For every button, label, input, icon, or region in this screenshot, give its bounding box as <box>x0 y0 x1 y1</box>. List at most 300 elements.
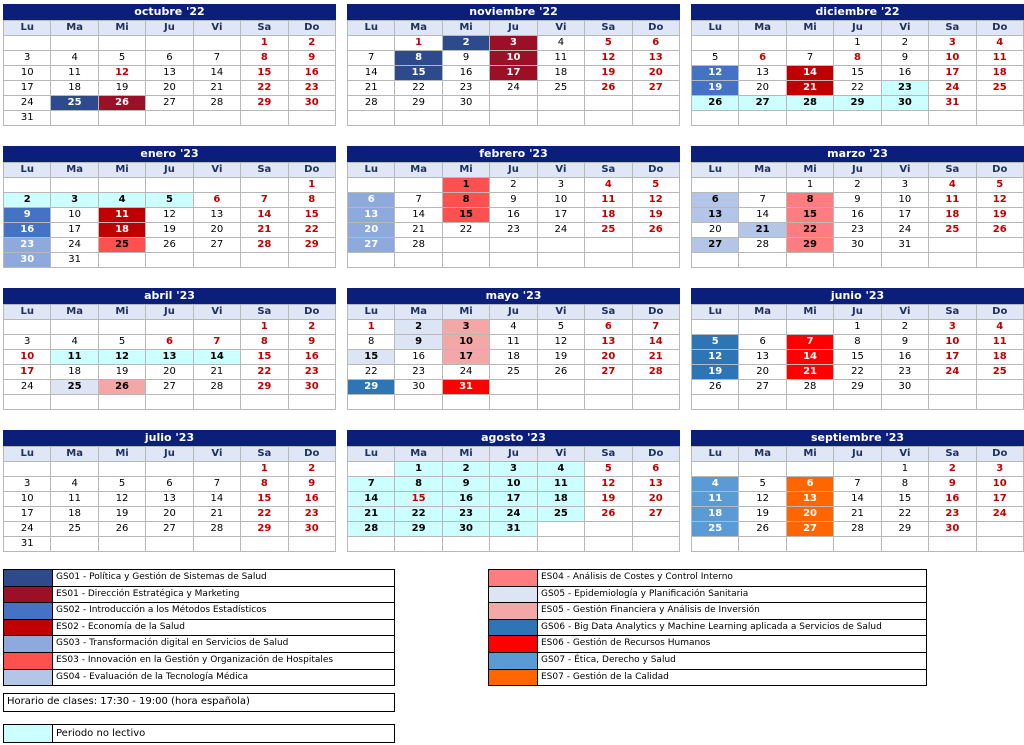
day-cell <box>193 462 240 477</box>
week-row <box>348 335 680 350</box>
day-cell: 15 <box>834 350 881 365</box>
week-row <box>692 208 1024 223</box>
week-row <box>348 395 680 410</box>
weekday-header: Sa <box>241 447 288 462</box>
weekday-header: Do <box>288 447 335 462</box>
week-row <box>4 253 336 268</box>
weekday-header: Mi <box>442 163 489 178</box>
day-cell: 14 <box>834 492 881 507</box>
day-cell: 28 <box>193 522 240 537</box>
week-row <box>4 320 336 335</box>
day-cell: 17 <box>881 208 928 223</box>
month-table <box>3 304 336 410</box>
week-row <box>4 111 336 126</box>
day-cell: 20 <box>786 507 833 522</box>
day-cell: 12 <box>537 335 584 350</box>
day-cell: 11 <box>976 335 1023 350</box>
legend-row <box>489 636 926 653</box>
day-cell: 28 <box>632 365 679 380</box>
day-cell: 15 <box>395 66 442 81</box>
day-cell <box>490 96 537 111</box>
day-cell <box>537 537 584 552</box>
day-cell: 27 <box>632 507 679 522</box>
weekday-header: Do <box>288 21 335 36</box>
day-cell: 20 <box>692 223 739 238</box>
day-cell: 8 <box>881 477 928 492</box>
day-cell: 30 <box>395 380 442 395</box>
month-title: mayo '23 <box>347 288 680 304</box>
day-cell: 4 <box>692 477 739 492</box>
day-cell: 10 <box>929 51 976 66</box>
day-cell: 27 <box>692 238 739 253</box>
day-cell: 9 <box>442 51 489 66</box>
day-cell <box>193 111 240 126</box>
day-cell: 16 <box>442 492 489 507</box>
month-title: agosto '23 <box>347 430 680 446</box>
weekday-header: Ma <box>739 305 786 320</box>
week-row <box>348 66 680 81</box>
day-cell <box>976 238 1023 253</box>
day-cell <box>241 111 288 126</box>
day-cell: 23 <box>490 223 537 238</box>
day-cell: 12 <box>585 51 632 66</box>
day-cell: 27 <box>146 96 193 111</box>
day-cell: 11 <box>490 335 537 350</box>
day-cell: 17 <box>51 223 98 238</box>
month-table <box>691 20 1024 126</box>
day-cell <box>976 96 1023 111</box>
day-cell: 4 <box>490 320 537 335</box>
day-cell: 21 <box>348 507 395 522</box>
day-cell: 17 <box>490 66 537 81</box>
week-row <box>348 208 680 223</box>
day-cell: 27 <box>585 365 632 380</box>
day-cell <box>490 395 537 410</box>
day-cell <box>976 253 1023 268</box>
day-cell: 1 <box>786 178 833 193</box>
day-cell: 5 <box>976 178 1023 193</box>
week-row <box>692 81 1024 96</box>
week-row <box>692 51 1024 66</box>
legend-label: GS03 - Transformación digital en Servicios de Salud <box>56 638 289 649</box>
weekday-header: Mi <box>98 163 145 178</box>
month-calendar <box>691 288 1024 410</box>
day-cell: 25 <box>51 522 98 537</box>
day-cell: 25 <box>51 380 98 395</box>
day-cell: 20 <box>632 66 679 81</box>
day-cell: 23 <box>929 507 976 522</box>
day-cell: 25 <box>585 223 632 238</box>
day-cell: 1 <box>881 462 928 477</box>
weekday-header: Ju <box>834 21 881 36</box>
legend-swatch <box>489 653 538 669</box>
day-cell <box>786 320 833 335</box>
day-cell: 21 <box>739 223 786 238</box>
week-row <box>692 178 1024 193</box>
day-cell <box>585 537 632 552</box>
day-cell <box>241 253 288 268</box>
weekday-header: Do <box>632 163 679 178</box>
day-cell: 15 <box>881 492 928 507</box>
day-cell: 28 <box>193 380 240 395</box>
weekday-header: Ju <box>146 447 193 462</box>
day-cell: 23 <box>288 81 335 96</box>
weekday-header: Do <box>976 21 1023 36</box>
legend-swatch <box>4 670 53 686</box>
day-cell: 26 <box>98 522 145 537</box>
day-cell: 13 <box>348 208 395 223</box>
day-cell: 5 <box>632 178 679 193</box>
week-row <box>4 395 336 410</box>
day-cell: 30 <box>288 522 335 537</box>
day-cell: 16 <box>288 66 335 81</box>
day-cell: 20 <box>739 365 786 380</box>
weekday-header: Mi <box>786 163 833 178</box>
day-cell: 14 <box>786 66 833 81</box>
weekday-header: Mi <box>786 447 833 462</box>
day-cell: 1 <box>241 36 288 51</box>
weekday-header: Ma <box>51 21 98 36</box>
day-cell: 24 <box>4 96 51 111</box>
day-cell: 4 <box>98 193 145 208</box>
weekday-header: Sa <box>241 163 288 178</box>
day-cell: 21 <box>241 223 288 238</box>
day-cell: 11 <box>51 492 98 507</box>
day-cell: 28 <box>834 522 881 537</box>
legend-swatch <box>489 603 538 619</box>
day-cell: 23 <box>834 223 881 238</box>
day-cell <box>976 395 1023 410</box>
day-cell <box>692 537 739 552</box>
day-cell <box>834 395 881 410</box>
day-cell: 18 <box>929 208 976 223</box>
week-row <box>348 193 680 208</box>
week-row <box>692 477 1024 492</box>
day-cell: 22 <box>395 507 442 522</box>
weekday-header: Vi <box>537 447 584 462</box>
day-cell: 18 <box>98 223 145 238</box>
day-cell: 23 <box>4 238 51 253</box>
day-cell: 17 <box>929 66 976 81</box>
day-cell <box>98 320 145 335</box>
weekday-header: Vi <box>193 21 240 36</box>
day-cell: 9 <box>288 51 335 66</box>
day-cell: 24 <box>929 365 976 380</box>
day-cell <box>537 253 584 268</box>
week-row <box>348 253 680 268</box>
day-cell: 12 <box>98 492 145 507</box>
day-cell: 31 <box>929 96 976 111</box>
weekday-header: Lu <box>4 447 51 462</box>
day-cell <box>348 537 395 552</box>
weekday-header: Lu <box>4 163 51 178</box>
day-cell: 6 <box>146 335 193 350</box>
legend-label: ES04 - Análisis de Costes y Control Interno <box>541 572 733 582</box>
day-cell: 2 <box>395 320 442 335</box>
legend-swatch <box>489 620 538 636</box>
day-cell <box>193 395 240 410</box>
day-cell: 12 <box>98 350 145 365</box>
weekday-header: Sa <box>929 21 976 36</box>
day-cell: 12 <box>632 193 679 208</box>
day-cell: 26 <box>632 223 679 238</box>
day-cell: 11 <box>537 51 584 66</box>
day-cell: 10 <box>4 350 51 365</box>
weekday-header: Vi <box>537 21 584 36</box>
day-cell <box>51 178 98 193</box>
day-cell <box>976 380 1023 395</box>
day-cell <box>288 395 335 410</box>
day-cell: 29 <box>834 96 881 111</box>
day-cell: 6 <box>193 193 240 208</box>
week-row <box>348 111 680 126</box>
legend-label: ES05 - Gestión Financiera y Análisis de Inversión <box>541 605 760 616</box>
day-cell: 13 <box>146 350 193 365</box>
week-row <box>348 178 680 193</box>
week-row <box>692 365 1024 380</box>
day-cell: 26 <box>692 380 739 395</box>
day-cell: 3 <box>537 178 584 193</box>
day-cell: 4 <box>976 320 1023 335</box>
legend-swatch <box>489 587 538 603</box>
day-cell: 28 <box>241 238 288 253</box>
day-cell: 17 <box>976 492 1023 507</box>
month-calendar <box>3 4 336 126</box>
day-cell <box>395 253 442 268</box>
weekday-header: Mi <box>442 305 489 320</box>
day-cell: 15 <box>834 66 881 81</box>
day-cell <box>739 178 786 193</box>
day-cell: 29 <box>786 238 833 253</box>
day-cell: 3 <box>881 178 928 193</box>
day-cell <box>4 395 51 410</box>
legend-swatch <box>489 670 538 686</box>
day-cell: 11 <box>976 51 1023 66</box>
day-cell: 5 <box>585 36 632 51</box>
day-cell <box>395 111 442 126</box>
day-cell: 21 <box>395 223 442 238</box>
weekday-header: Ma <box>51 447 98 462</box>
day-cell: 7 <box>786 335 833 350</box>
legend-label: ES02 - Economía de la Salud <box>56 621 185 632</box>
weekday-header: Do <box>976 447 1023 462</box>
day-cell: 8 <box>834 51 881 66</box>
day-cell: 29 <box>395 96 442 111</box>
day-cell <box>929 253 976 268</box>
day-cell: 30 <box>442 96 489 111</box>
day-cell: 6 <box>739 335 786 350</box>
day-cell <box>929 111 976 126</box>
weekday-header: Ju <box>146 163 193 178</box>
weekday-header: Mi <box>442 447 489 462</box>
day-cell: 24 <box>442 365 489 380</box>
schedule-box <box>3 693 395 712</box>
day-cell: 19 <box>739 507 786 522</box>
weekday-header: Do <box>288 163 335 178</box>
day-cell: 1 <box>395 462 442 477</box>
day-cell: 5 <box>98 51 145 66</box>
weekday-header: Lu <box>348 305 395 320</box>
month-calendar <box>347 430 680 552</box>
day-cell: 24 <box>51 238 98 253</box>
day-cell: 25 <box>537 507 584 522</box>
day-cell: 26 <box>739 522 786 537</box>
legend-row <box>489 653 926 670</box>
day-cell <box>490 380 537 395</box>
day-cell <box>786 395 833 410</box>
legend-row <box>489 603 926 620</box>
month-title: abril '23 <box>3 288 336 304</box>
weekday-header: Vi <box>193 305 240 320</box>
week-row <box>692 96 1024 111</box>
day-cell: 21 <box>348 81 395 96</box>
weekday-header: Sa <box>585 21 632 36</box>
day-cell: 15 <box>241 66 288 81</box>
day-cell: 24 <box>490 507 537 522</box>
day-cell: 31 <box>442 380 489 395</box>
day-cell: 12 <box>692 66 739 81</box>
day-cell: 17 <box>4 81 51 96</box>
day-cell <box>632 111 679 126</box>
day-cell <box>585 238 632 253</box>
day-cell: 22 <box>834 365 881 380</box>
weekday-header: Sa <box>929 163 976 178</box>
day-cell: 2 <box>881 36 928 51</box>
day-cell <box>490 111 537 126</box>
week-row <box>692 238 1024 253</box>
week-row <box>4 365 336 380</box>
month-title: octubre '22 <box>3 4 336 20</box>
day-cell: 7 <box>193 477 240 492</box>
day-cell: 17 <box>490 492 537 507</box>
day-cell <box>976 111 1023 126</box>
day-cell <box>632 380 679 395</box>
week-row <box>4 238 336 253</box>
month-title: marzo '23 <box>691 146 1024 162</box>
day-cell: 25 <box>51 96 98 111</box>
day-cell: 20 <box>585 350 632 365</box>
non-teaching-text: Periodo no lectivo <box>56 728 146 739</box>
day-cell <box>348 253 395 268</box>
month-calendar <box>347 146 680 268</box>
day-cell <box>692 178 739 193</box>
day-cell: 3 <box>51 193 98 208</box>
week-row <box>4 507 336 522</box>
week-row <box>4 522 336 537</box>
legend-label: GS06 - Big Data Analytics y Machine Learning aplicada a Servicios de Salud <box>541 621 882 632</box>
week-row <box>4 492 336 507</box>
day-cell: 8 <box>786 193 833 208</box>
legend-label: ES01 - Dirección Estratégica y Marketing <box>56 588 240 599</box>
day-cell: 11 <box>537 477 584 492</box>
day-cell <box>146 178 193 193</box>
day-cell: 3 <box>4 51 51 66</box>
day-cell: 31 <box>51 253 98 268</box>
day-cell: 28 <box>395 238 442 253</box>
day-cell: 21 <box>632 350 679 365</box>
week-row <box>4 81 336 96</box>
day-cell <box>537 111 584 126</box>
day-cell <box>929 380 976 395</box>
day-cell: 27 <box>146 522 193 537</box>
day-cell: 2 <box>881 320 928 335</box>
week-row <box>4 223 336 238</box>
day-cell <box>442 238 489 253</box>
day-cell: 19 <box>585 66 632 81</box>
day-cell <box>739 395 786 410</box>
day-cell <box>632 253 679 268</box>
weekday-header: Vi <box>881 21 928 36</box>
legend-row <box>4 653 394 670</box>
day-cell: 21 <box>193 507 240 522</box>
day-cell <box>241 395 288 410</box>
day-cell: 28 <box>786 96 833 111</box>
day-cell: 14 <box>193 492 240 507</box>
day-cell <box>98 537 145 552</box>
weekday-header: Do <box>632 21 679 36</box>
day-cell: 6 <box>692 193 739 208</box>
day-cell: 3 <box>929 320 976 335</box>
weekday-header: Do <box>632 305 679 320</box>
day-cell: 26 <box>585 507 632 522</box>
day-cell <box>537 238 584 253</box>
day-cell: 3 <box>490 36 537 51</box>
day-cell: 25 <box>692 522 739 537</box>
day-cell <box>4 36 51 51</box>
day-cell: 6 <box>632 462 679 477</box>
day-cell: 4 <box>537 462 584 477</box>
day-cell <box>193 36 240 51</box>
weekday-header: Ju <box>490 305 537 320</box>
day-cell: 7 <box>348 477 395 492</box>
day-cell: 7 <box>348 51 395 66</box>
day-cell <box>692 320 739 335</box>
month-title: julio '23 <box>3 430 336 446</box>
week-row <box>692 462 1024 477</box>
day-cell: 30 <box>4 253 51 268</box>
legend-swatch <box>4 653 53 669</box>
day-cell: 26 <box>692 96 739 111</box>
day-cell: 13 <box>786 492 833 507</box>
week-row <box>348 492 680 507</box>
day-cell: 15 <box>241 492 288 507</box>
weekday-header: Lu <box>692 447 739 462</box>
day-cell: 20 <box>146 507 193 522</box>
day-cell <box>739 320 786 335</box>
legend-label: ES07 - Gestión de la Calidad <box>541 671 669 682</box>
day-cell <box>51 320 98 335</box>
day-cell: 28 <box>739 238 786 253</box>
weekday-header: Vi <box>537 163 584 178</box>
week-row <box>4 208 336 223</box>
weekday-header: Lu <box>692 163 739 178</box>
day-cell: 21 <box>786 365 833 380</box>
day-cell: 22 <box>881 507 928 522</box>
legend-row <box>489 670 926 687</box>
day-cell: 14 <box>632 335 679 350</box>
weekday-header: Do <box>976 163 1023 178</box>
day-cell: 18 <box>51 365 98 380</box>
week-row <box>4 66 336 81</box>
month-title: junio '23 <box>691 288 1024 304</box>
day-cell: 22 <box>241 81 288 96</box>
day-cell <box>585 380 632 395</box>
day-cell: 10 <box>4 492 51 507</box>
day-cell: 5 <box>692 51 739 66</box>
day-cell <box>146 537 193 552</box>
day-cell: 11 <box>98 208 145 223</box>
day-cell: 9 <box>881 51 928 66</box>
